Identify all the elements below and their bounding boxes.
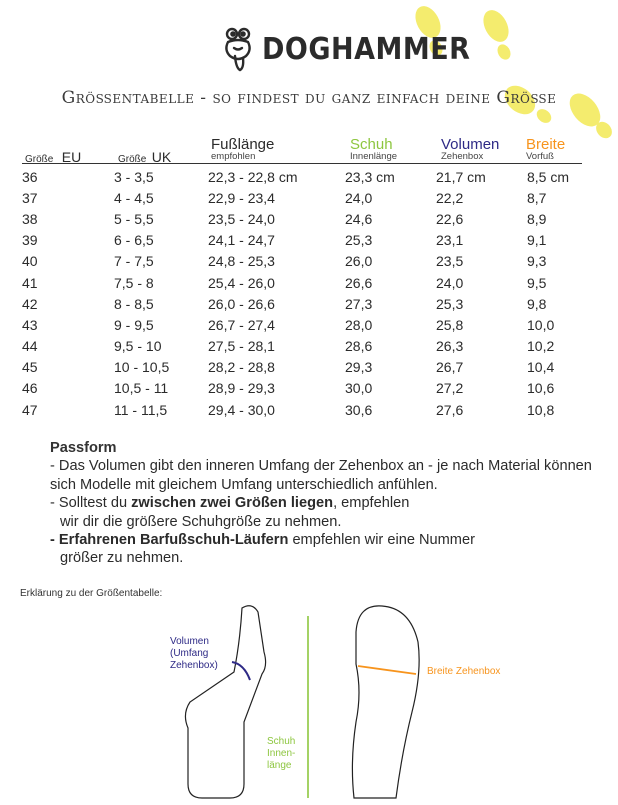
cell-uk: 10 - 10,5	[114, 359, 170, 376]
cell-fusslaenge: 25,4 - 26,0	[208, 274, 275, 291]
cell-volumen: 26,3	[436, 338, 464, 355]
brand-name: DOGHAMMER	[262, 31, 471, 67]
passform-section	[50, 439, 605, 568]
cell-breite: 9,5	[527, 274, 547, 291]
cell-schuh: 30,6	[345, 401, 373, 418]
table-row	[22, 357, 587, 378]
cell-schuh: 25,3	[345, 232, 373, 249]
cell-eu: 38	[22, 210, 38, 227]
header-breite-sub: Vorfuß	[526, 151, 554, 162]
schuh-label-line-1: Schuh	[267, 736, 296, 747]
cell-fusslaenge: 26,7 - 27,4	[208, 316, 275, 333]
cell-breite: 9,3	[527, 253, 547, 270]
header-schuh	[350, 137, 397, 162]
cell-fusslaenge: 23,5 - 24,0	[208, 210, 275, 227]
cell-uk: 6 - 6,5	[114, 232, 154, 249]
cell-volumen: 21,7 cm	[436, 168, 486, 185]
cell-schuh: 24,0	[345, 189, 373, 206]
cell-schuh: 23,3 cm	[345, 168, 395, 185]
cell-uk: 3 - 3,5	[114, 168, 154, 185]
header-fusslaenge-label: Fußlänge	[211, 136, 275, 153]
cell-uk: 4 - 4,5	[114, 189, 154, 206]
brand-header	[222, 26, 470, 72]
header-breite	[526, 137, 565, 162]
cell-breite: 9,1	[527, 232, 547, 249]
header-eu-prefix: Größe	[25, 154, 54, 165]
cell-schuh: 24,6	[345, 210, 373, 227]
header-fusslaenge	[211, 137, 274, 162]
passform-heading: Passform	[50, 440, 117, 456]
passform-point-3-bold: - Erfahrenen Barfußschuh-Läufern	[50, 532, 289, 549]
cell-schuh: 30,0	[345, 380, 373, 397]
cell-fusslaenge: 28,2 - 28,8	[208, 359, 275, 376]
footprints-decoration	[400, 0, 618, 153]
cell-breite: 10,6	[527, 380, 555, 397]
table-row	[22, 251, 587, 272]
schuh-label	[267, 736, 295, 772]
cell-eu: 36	[22, 168, 38, 185]
cell-volumen: 27,6	[436, 401, 464, 418]
volumen-label	[170, 636, 218, 672]
header-fusslaenge-sub: empfohlen	[211, 151, 256, 162]
cell-eu: 46	[22, 380, 38, 397]
cell-volumen: 27,2	[436, 380, 464, 397]
cell-fusslaenge: 29,4 - 30,0	[208, 401, 275, 418]
cell-volumen: 25,8	[436, 316, 464, 333]
table-row	[22, 166, 587, 187]
cell-eu: 37	[22, 189, 38, 206]
foot-side-outline	[185, 606, 265, 798]
cell-eu: 43	[22, 316, 38, 333]
table-row	[22, 230, 587, 251]
passform-point-3-line2: größer zu nehmen.	[60, 550, 184, 567]
cell-volumen: 25,3	[436, 295, 464, 312]
passform-point-3-post: empfehlen wir eine Nummer	[288, 532, 475, 549]
cell-breite: 10,2	[527, 338, 555, 355]
table-row	[22, 314, 587, 335]
cell-uk: 9 - 9,5	[114, 316, 154, 333]
cell-uk: 9,5 - 10	[114, 338, 162, 355]
cell-uk: 11 - 11,5	[114, 401, 168, 418]
schuh-label-line-2: Innen-	[267, 748, 296, 759]
header-uk-prefix: Größe	[118, 154, 147, 165]
cell-breite: 10,0	[527, 316, 555, 333]
cell-uk: 8 - 8,5	[114, 295, 154, 312]
volumen-label-line-1: Volumen	[170, 636, 209, 647]
cell-volumen: 24,0	[436, 274, 464, 291]
cell-uk: 7 - 7,5	[114, 253, 154, 270]
cell-schuh: 27,3	[345, 295, 373, 312]
cell-schuh: 28,6	[345, 338, 373, 355]
shoe-diagram-drawing	[150, 602, 580, 800]
cell-eu: 44	[22, 338, 38, 355]
header-eu-label: EU	[61, 149, 82, 165]
cell-fusslaenge: 24,1 - 24,7	[208, 232, 275, 249]
cell-eu: 47	[22, 401, 38, 418]
cell-uk: 5 - 5,5	[114, 210, 154, 227]
cell-fusslaenge: 27,5 - 28,1	[208, 338, 275, 355]
cell-uk: 10,5 - 11	[114, 380, 169, 397]
cell-schuh: 29,3	[345, 359, 373, 376]
cell-schuh: 26,6	[345, 274, 373, 291]
cell-breite: 9,8	[527, 295, 547, 312]
table-row	[22, 208, 587, 229]
cell-volumen: 22,2	[436, 189, 464, 206]
volumen-label-line-3: Zehenbox)	[170, 660, 218, 671]
sole-outline	[352, 606, 419, 798]
shoe-diagram	[150, 602, 580, 800]
passform-point-3	[50, 531, 605, 549]
passform-point-1: - Das Volumen gibt den inneren Umfang der Zehenbox an - je nach Material können sich Modelle mit gleichem Umfang unterschiedlich anfühlen.	[50, 458, 592, 493]
volumen-label-line-2: (Umfang	[170, 648, 209, 659]
cell-eu: 40	[22, 253, 38, 270]
header-volumen-label: Volumen	[441, 136, 500, 153]
header-uk-label: UK	[151, 149, 172, 165]
header-schuh-label: Schuh	[350, 136, 393, 153]
cell-volumen: 23,1	[436, 232, 464, 249]
table-row	[22, 399, 587, 420]
table-row	[22, 187, 587, 208]
cell-volumen: 23,5	[436, 253, 464, 270]
cell-breite: 8,7	[527, 189, 547, 206]
cell-fusslaenge: 22,9 - 23,4	[208, 189, 275, 206]
cell-breite: 10,8	[527, 401, 555, 418]
cell-fusslaenge: 28,9 - 29,3	[208, 380, 275, 397]
cell-schuh: 26,0	[345, 253, 373, 270]
dog-logo-icon	[222, 26, 256, 72]
passform-point-2-line2: wir dir die größere Schuhgröße zu nehmen.	[60, 513, 342, 530]
breite-label: Breite Zehenbox	[427, 666, 501, 677]
passform-point-2-post: , empfehlen	[333, 495, 410, 512]
cell-uk: 7,5 - 8	[114, 274, 154, 291]
table-header-rule	[22, 163, 582, 164]
cell-volumen: 26,7	[436, 359, 464, 376]
table-row	[22, 336, 587, 357]
passform-point-2-bold: zwischen zwei Größen liegen	[131, 495, 334, 512]
cell-fusslaenge: 24,8 - 25,3	[208, 253, 275, 270]
table-row	[22, 272, 587, 293]
passform-point-2	[50, 494, 605, 512]
cell-breite: 10,4	[527, 359, 555, 376]
table-row	[22, 378, 587, 399]
cell-eu: 41	[22, 274, 38, 291]
breite-marker	[358, 666, 416, 674]
header-volumen-sub: Zehenbox	[441, 151, 484, 162]
cell-volumen: 22,6	[436, 210, 464, 227]
header-schuh-sub: Innenlänge	[350, 151, 398, 162]
header-volumen	[441, 137, 499, 162]
passform-point-2-pre: - Solltest du	[50, 495, 132, 512]
header-breite-label: Breite	[526, 136, 566, 153]
cell-fusslaenge: 22,3 - 22,8 cm	[208, 168, 298, 185]
cell-eu: 42	[22, 295, 38, 312]
cell-schuh: 28,0	[345, 316, 373, 333]
diagram-caption: Erklärung zu der Größentabelle:	[20, 588, 163, 599]
table-row	[22, 293, 587, 314]
cell-breite: 8,5 cm	[527, 168, 570, 185]
cell-fusslaenge: 26,0 - 26,6	[208, 295, 275, 312]
page-title: Größentabelle - so findest du ganz einfach deine Größe	[61, 88, 557, 108]
size-table	[22, 166, 587, 420]
cell-eu: 39	[22, 232, 38, 249]
cell-eu: 45	[22, 359, 38, 376]
schuh-label-line-3: länge	[267, 760, 292, 771]
cell-breite: 8,9	[527, 210, 547, 227]
